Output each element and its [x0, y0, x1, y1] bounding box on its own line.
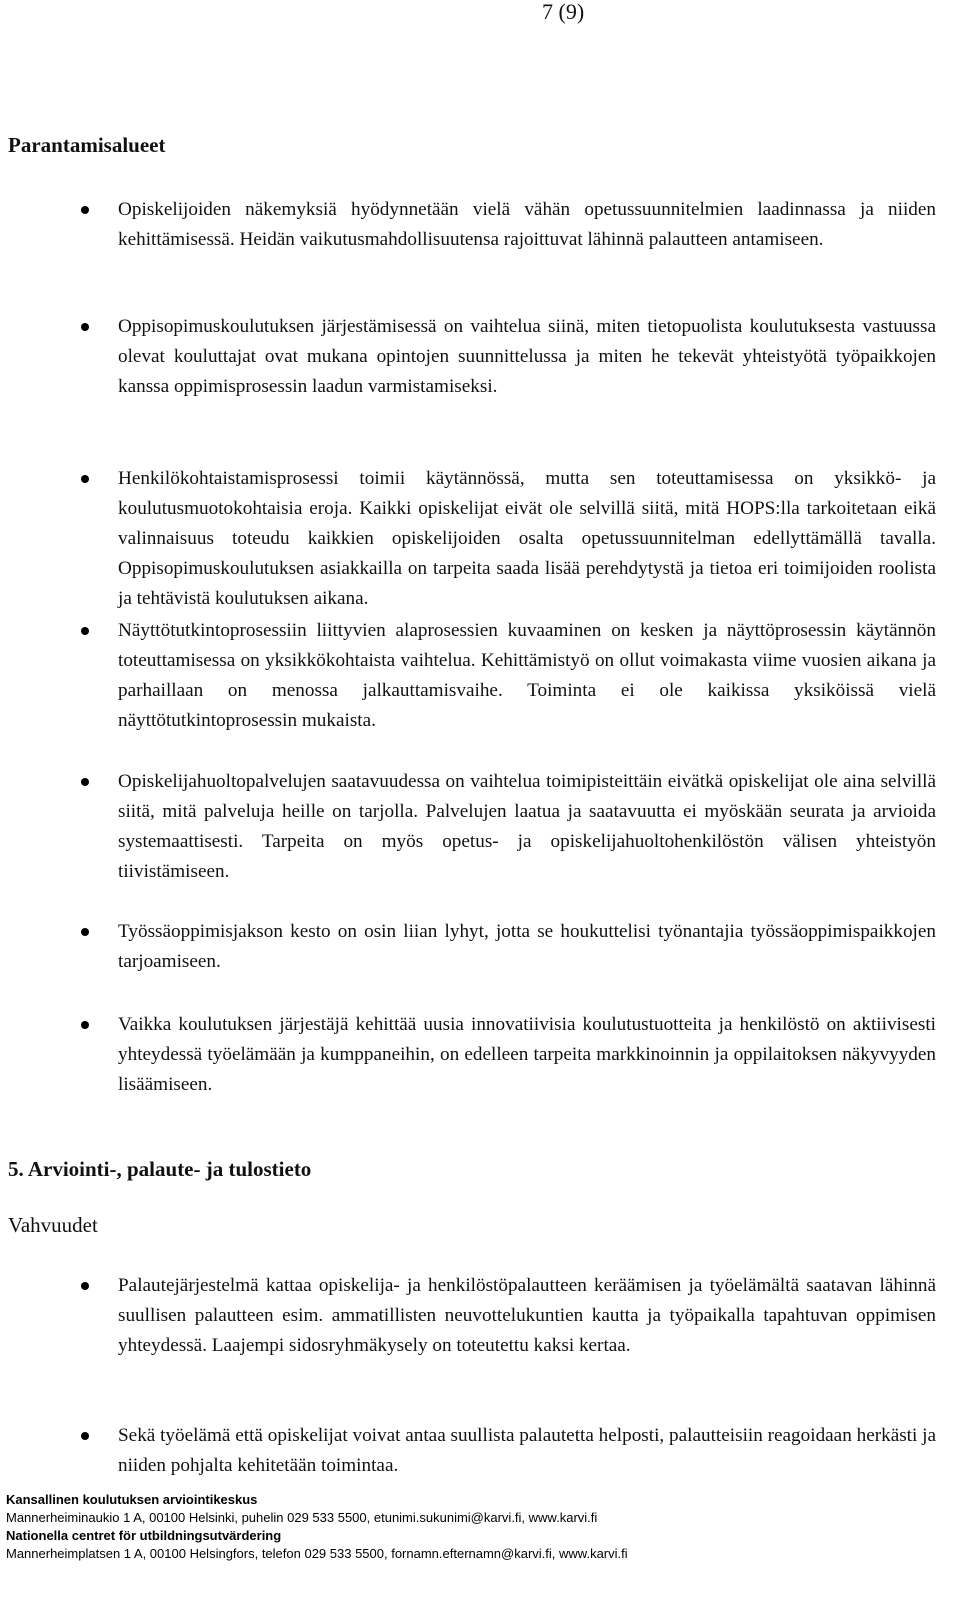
- bullet-icon: [81, 1282, 89, 1290]
- list-item-text: Henkilökohtaistamisprosessi toimii käytännössä, mutta sen toteuttamisessa on yksikkö- ja koulutusmuotokohtaisia eroja. Kaikki opiskelijat eivät ole selvillä siitä, mitä HOPS:lla tarkoitetaan eikä valinnaisuus toteudu kaikkien opiskelijoiden osalta opetussuunnitelman edellyttämällä tavalla. Oppisopimuskoulutuksen asiakkailla on tarpeita saada lisää perehdytystä ja tietoa eri toimijoiden roolista ja tehtävistä koulutuksen aikana.: [118, 468, 936, 609]
- list-item-text: Oppisopimuskoulutuksen järjestämisessä on vaihtelua siinä, miten tietopuolista koulutuksesta vastuussa olevat kouluttajat ovat mukana opintojen suunnittelussa ja miten he tekevät yhteistyötä työpaikkojen kanssa oppimisprosessin laadun varmistamiseksi.: [118, 316, 936, 397]
- footer-org-sv: Nationella centret för utbildningsutvärdering: [6, 1528, 282, 1543]
- bullet-icon: [81, 475, 89, 483]
- list-item-text: Palautejärjestelmä kattaa opiskelija- ja henkilöstöpalautteen keräämisen ja työelämältä saatavan lähinnä suullisen palautteen esim. ammatillisten neuvottelukuntien kautta ja työpaikalla tapahtuvan oppimisen yhteydessä. Laajempi sidosryhmäkysely on toteutettu kaksi kertaa.: [118, 1275, 936, 1356]
- list-item: [118, 767, 936, 887]
- list-item: [118, 917, 936, 977]
- subheading-strengths: Vahvuudet: [8, 1213, 98, 1237]
- bullet-icon: [81, 928, 89, 936]
- list-item-text: Opiskelijoiden näkemyksiä hyödynnetään vielä vähän opetussuunnitelmien laadinnassa ja niiden kehittämisessä. Heidän vaikutusmahdollisuutensa rajoittuvat lähinnä palautteen antamiseen.: [118, 199, 936, 250]
- bullet-icon: [81, 206, 89, 214]
- footer-address-sv: Mannerheimplatsen 1 A, 00100 Helsingfors, telefon 029 533 5500, fornamn.efternamn@karvi.fi, www.karvi.fi: [6, 1546, 628, 1561]
- bullet-icon: [81, 1021, 89, 1029]
- footer-org-fi: Kansallinen koulutuksen arviointikeskus: [6, 1492, 258, 1507]
- list-item: [118, 1010, 936, 1100]
- list-item-text: Sekä työelämä että opiskelijat voivat antaa suullista palautetta helposti, palautteisiin reagoidaan herkästi ja niiden pohjalta kehitetään toimintaa.: [118, 1425, 936, 1476]
- list-item: [118, 195, 936, 255]
- list-item: [118, 312, 936, 402]
- list-item-text: Näyttötutkintoprosessiin liittyvien alaprosessien kuvaaminen on kesken ja näyttöprosessin käytännön toteuttamisessa on yksikkökohtaista vaihtelua. Kehittämistyö on ollut voimakasta viime vuosien aikana ja parhaillaan on menossa jalkauttamisvaihe. Toiminta ei ole kaikissa yksiköissä vielä näyttötutkintoprosessin mukaista.: [118, 620, 936, 731]
- bullet-icon: [81, 778, 89, 786]
- section-heading-5: 5. Arviointi-, palaute- ja tulostieto: [8, 1157, 312, 1181]
- page-number: 7 (9): [542, 0, 585, 24]
- list-item-text: Opiskelijahuoltopalvelujen saatavuudessa on vaihtelua toimipisteittäin eivätkä opiskelijat ole aina selvillä siitä, mitä palveluja heille on tarjolla. Palvelujen laatua ja saatavuutta ei myöskään seurata ja arvioida systemaattisesti. Tarpeita on myös opetus- ja opiskelijahuoltohenkilöstön välisen yhteistyön tiivistämiseen.: [118, 771, 936, 882]
- list-item-text: Vaikka koulutuksen järjestäjä kehittää uusia innovatiivisia koulutustuotteita ja henkilöstö on aktiivisesti yhteydessä työelämään ja kumppaneihin, on edelleen tarpeita markkinoinnin ja oppilaitoksen näkyvyyden lisäämiseen.: [118, 1014, 936, 1095]
- section-heading-improvements: Parantamisalueet: [8, 133, 166, 157]
- list-item-text: Työssäoppimisjakson kesto on osin liian lyhyt, jotta se houkuttelisi työnantajia työssäoppimispaikkojen tarjoamiseen.: [118, 921, 936, 972]
- page-footer: [6, 1491, 628, 1563]
- list-item: [118, 464, 936, 614]
- list-item: [118, 1421, 936, 1481]
- bullet-icon: [81, 323, 89, 331]
- bullet-icon: [81, 627, 89, 635]
- list-item: [118, 616, 936, 736]
- footer-address-fi: Mannerheiminaukio 1 A, 00100 Helsinki, puhelin 029 533 5500, etunimi.sukunimi@karvi.fi, www.karvi.fi: [6, 1510, 598, 1525]
- bullet-icon: [81, 1432, 89, 1440]
- list-item: [118, 1271, 936, 1361]
